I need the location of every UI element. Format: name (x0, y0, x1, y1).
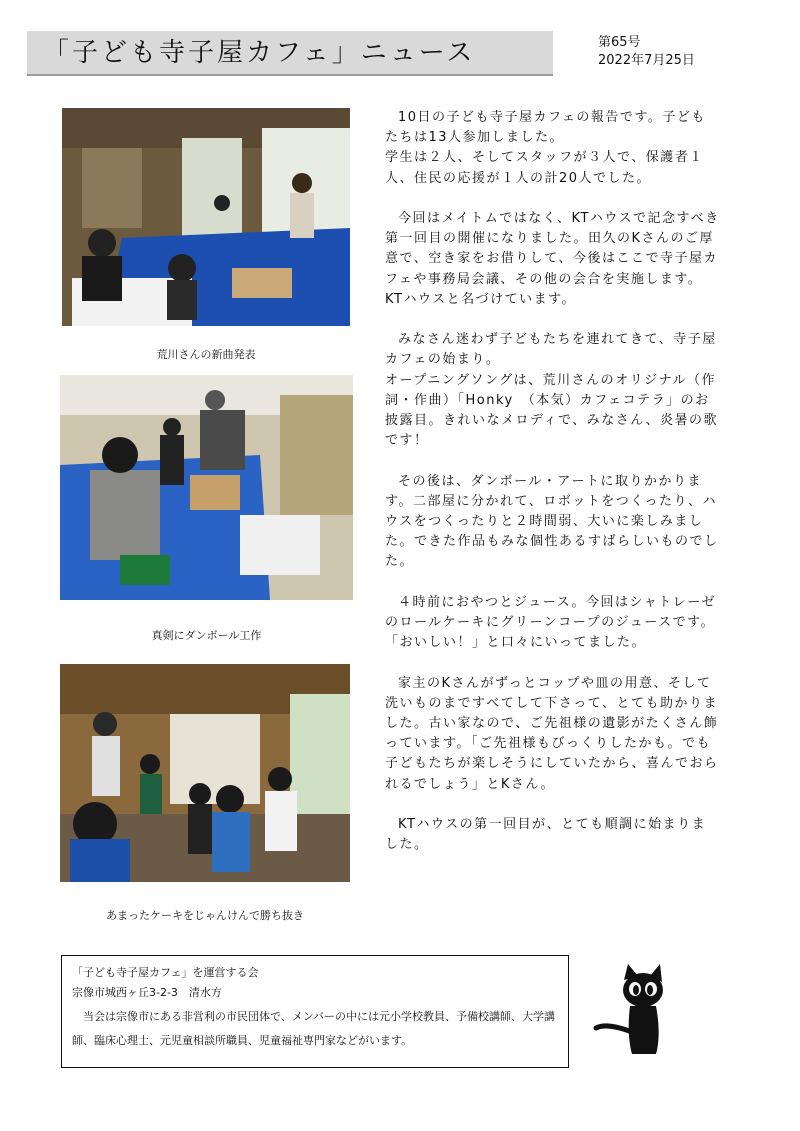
issue-date: 2022年7月25日 (598, 53, 695, 68)
photo-cardboard-craft (60, 375, 353, 600)
organization-description: 当会は宗像市にある非営利の市民団体で、メンバーの中には元小学校教員、予備校講師、大学講師、臨床心理士、元児童相談所職員、児童福祉専門家などがいます。 (72, 1010, 556, 1047)
issue-number: 第65号 (598, 35, 641, 50)
article-paragraph: みなさん迷わず子どもたちを連れてきて、寺子屋カフェの始まり。 オープニングソングは、荒川さんのオリジナル（作詞・作曲）「Honky （本気）カフェコテラ」のお披露目。きれいなメロディで、みなさん、炎暑の歌です！ (385, 332, 718, 449)
issue-info (598, 34, 695, 70)
photo-rock-paper-scissors (60, 664, 350, 882)
photo-caption: あまったケーキをじゃんけんで勝ち抜き (106, 909, 304, 922)
article-body (385, 108, 720, 876)
black-cat-icon (592, 962, 672, 1066)
article-paragraph: ４時前におやつとジュース。今回はシャトレーゼのロールケーキにグリーンコープのジュースです。「おいしい！」と口々にいってました。 (385, 594, 716, 651)
article-paragraph: 家主のKさんがずっとコップや皿の用意、そして洗いものまですべてして下さって、とても助かりました。古い家なので、ご先祖様の遺影がたくさん飾っています。「ご先祖様もびっくりしたかも。でも子どもたちが楽しそうにしていたから、喜んでおられるでしょう」とKさん。 (385, 675, 719, 792)
newsletter-title: 「子ども寺子屋カフェ」ニュース (27, 31, 553, 76)
photo-guitar-performance (62, 108, 350, 326)
article-paragraph: その後は、ダンボール・アートに取りかかります。二部屋に分かれて、ロボットをつくったり、ハウスをつくったりと２時間弱、大いに楽しみました。できた作品もみな個性あるすばらしいものでした。 (385, 473, 719, 570)
article-paragraph: 今回はメイトムではなく、KTハウスで記念すべき第一回目の開催になりました。田久のKさんのご厚意で、空き家をお借りして、今後はここで寺子屋カフェや事務局会議、その他の会合を実施します。KTハウスと名づけています。 (385, 211, 720, 307)
photo-caption: 荒川さんの新曲発表 (156, 348, 256, 361)
organization-name: 「子ども寺子屋カフェ」を運営する会 (72, 966, 259, 979)
organization-address: 宗像市城西ヶ丘3-2-3 清水方 (72, 986, 222, 999)
organization-info-box (61, 955, 569, 1068)
article-paragraph: 10日の子ども寺子屋カフェの報告です。子どもたちは13人参加しました。 学生は２人、そしてスタッフが３人で、保護者１人、住民の応援が１人の計20人でした。 (385, 110, 706, 186)
article-paragraph: KTハウスの第一回目が、とても順調に始まりました。 (385, 817, 707, 853)
photo-caption: 真剣にダンボール工作 (151, 629, 262, 642)
